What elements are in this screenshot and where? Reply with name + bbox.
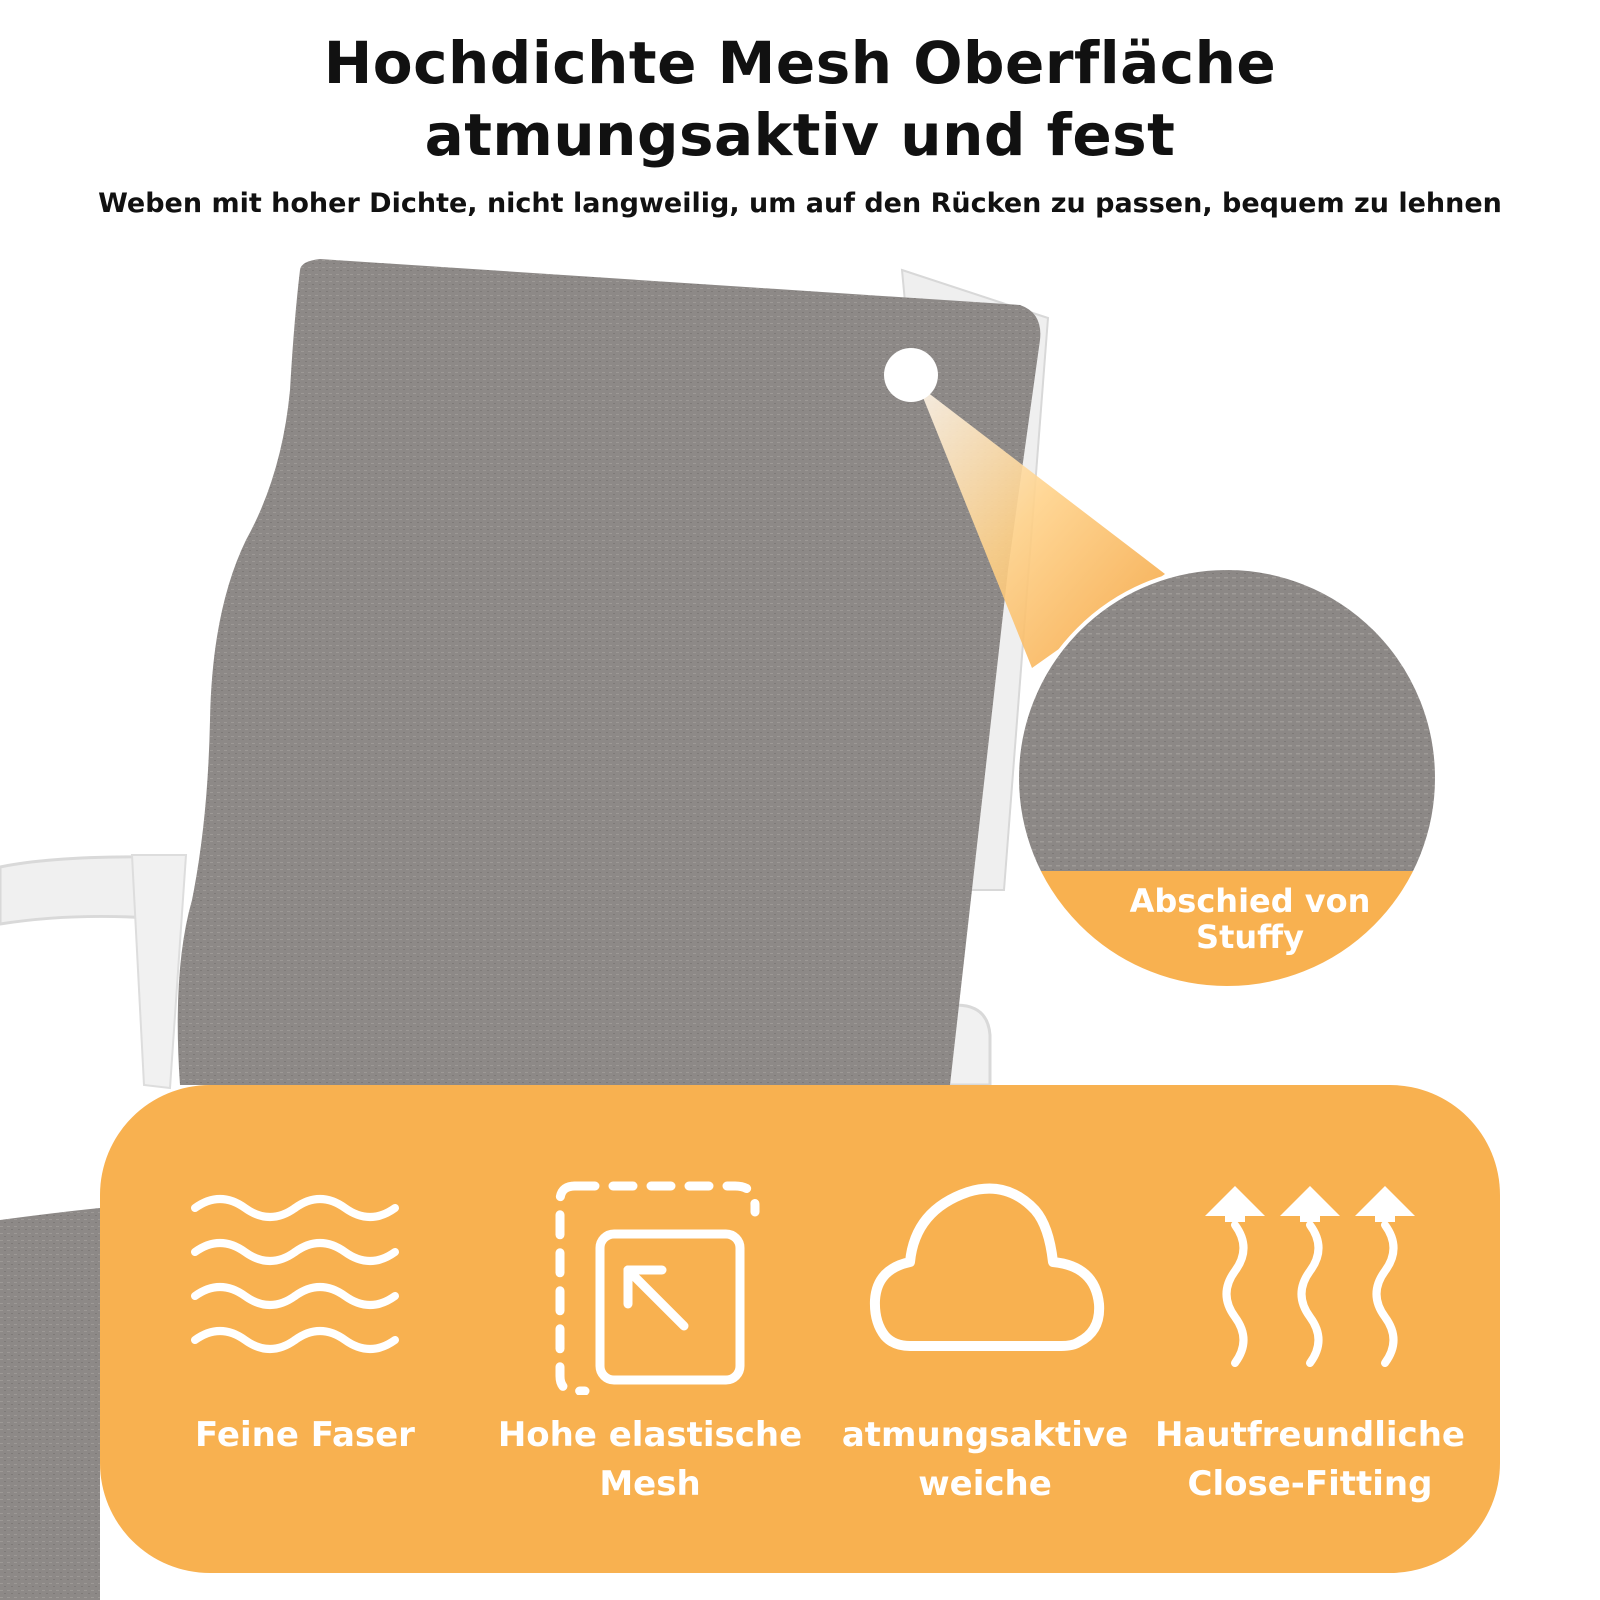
feature-elastic-mesh	[485, 1085, 815, 1573]
feature-label: Close-Fitting	[1187, 1464, 1433, 1504]
elastic-resize-icon	[530, 1180, 770, 1395]
feature-skin-friendly	[1145, 1085, 1475, 1573]
left-armrest	[0, 857, 150, 924]
feature-label: Hautfreundliche	[1155, 1415, 1465, 1455]
zoom-pointer-dot	[884, 348, 938, 402]
feature-label: Hohe elastische	[497, 1415, 803, 1455]
feature-breathable-soft	[820, 1085, 1150, 1573]
page-title-line-2: atmungsaktiv und fest	[424, 101, 1176, 169]
features-panel	[100, 1085, 1500, 1573]
mesh-seat-front	[0, 1208, 100, 1600]
feature-label: atmungsaktive	[841, 1415, 1129, 1455]
zoom-label-line-2: Stuffy	[1196, 918, 1304, 956]
zoom-label-line-1: Abschied von	[1129, 882, 1371, 920]
feature-label: Mesh	[599, 1464, 701, 1504]
page-title-line-1: Hochdichte Mesh Oberfläche	[323, 29, 1277, 97]
page-subtitle: Weben mit hoher Dichte, nicht langweilig, um auf den Rücken zu passen, bequem zu lehnen	[98, 188, 1502, 219]
cloud-icon	[865, 1180, 1105, 1395]
feature-label: weiche	[918, 1464, 1052, 1504]
fine-fiber-waves-icon	[185, 1180, 425, 1395]
feature-fine-fiber	[140, 1085, 470, 1573]
left-back-frame-post	[132, 855, 186, 1088]
feature-label: Feine Faser	[195, 1415, 415, 1455]
breathable-arrows-icon	[1190, 1180, 1430, 1395]
